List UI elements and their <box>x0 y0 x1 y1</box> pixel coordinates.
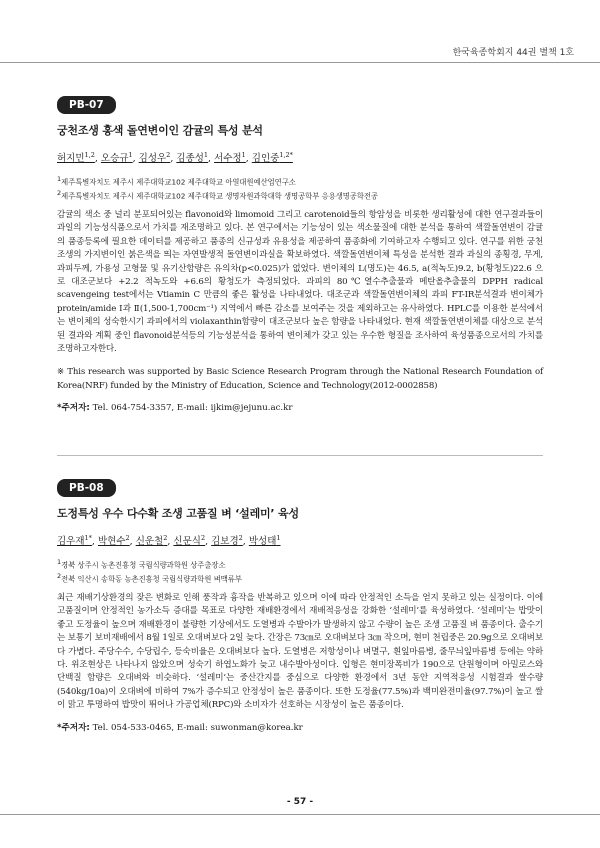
author-name: 김보경$^2$ <box>211 534 243 548</box>
acknowledgment: ※ This research was supported by Basic Science Research Program through the National Research Foundation of Korea(NRF) funded by the Ministry of Education, Science and Technology(2012-0002858) <box>57 367 543 391</box>
journal-header: 한국육종학회지 44권 별책 1호 <box>452 48 574 58</box>
affiliation-list <box>57 174 543 201</box>
corresponding-author <box>57 402 543 415</box>
page-number: - 57 - <box>286 797 314 807</box>
abstract-code-badge: PB-07 <box>57 96 116 114</box>
affiliation: $^2$제주특별자치도 제주시 제주대학교102 제주대학교 생명자원과학대학 생명공학부 응용생명공학전공 <box>57 188 378 200</box>
abstract-code-badge: PB-08 <box>57 479 116 497</box>
abstract-section-pb07 <box>57 93 543 415</box>
affiliation-list <box>57 557 543 584</box>
affiliation: $^1$경북 상주시 농촌진흥청 국립식량과학원 상주출장소 <box>57 558 226 570</box>
author-name: 김우재$^{1*}$ <box>57 534 92 548</box>
corresponding-author <box>57 722 543 735</box>
abstract-body: 감귤의 색소 중 널리 분포되어있는 flavonoid와 limomoid 그리고 carotenoid들의 항암성을 비롯한 생리활성에 대한 연구결과들이 과일의 기능성식품으로서 가치를 재조명하고 있다. 본 연구에서는 기능성이 있는 색소물질에 대한 분석을 통하여 색깔돌연변이 감귤의 품종등록에 필요한 데이터를 제공하고 품종의 신규성과 유용성을 제공하여 품종화에 기여하고자 수행되고 있다. 연구를 위한 궁천조생의 가지변이인 붉은색을 띄는 자연발생적 돌연변이과실을 확보하였다. 색깔돌연변이체 특성을 분석한 결과 과실의 종횡경, 무게, 과피두께, 가용성 고형물 및 유기산함량은 유의차(p<0.025)가 없었다. 변이체의 L(명도)는 46.5, a(적녹도)9.2, b(황청도)22.6 으로 대조군보다 +2.2 적녹도와 +6.6의 황청도가 측정되었다. 과피의 80℃열수추출물과 메탄올추출물의 DPPH radical scavengeing test에서는 Vtiamin C 만큼의 좋은 활성을 나타내었다. 대조군과 색깔돌연변이체의 과피 FT-IR분석결과 변이체가 protein/amide Ⅰ과 Ⅱ(1,500-1,700cm⁻¹) 지역에서 빠른 감소를 보여주는 것을 제외하고는 유사하였다. HPLC를 이용한 분석에서는 변이체의 성숙한시기 과피에서의 violaxanthin함량이 대조군보다 높은 함량을 나타내었다. 현재 색깔돌연변이체를 대상으로 분석된 결과와 계획 중인 flavonoid분석등의 기능성분석을 통하여 변이체가 갖고 있는 우수한 형질을 조사하여 육성품종으로서의 가치를 조명하고자한다. <box>57 210 543 355</box>
abstract-body: 최근 재배기상환경의 잦은 변화로 인해 풍작과 흉작을 반복하고 있으며 이에 따라 안정적인 소득을 얻지 못하고 있는 실정이다. 이에 고품질이며 안정적인 농가소득 증대를 목표로 다양한 재배환경에서 재배적응성을 강화한 ‘설레미’를 육성하였다. ‘설레미’는 밥맛이 좋고 도정율이 높으며 재배환경이 불량한 기상에서도 도열병과 수발아가 발생하지 않고 수량이 높은 조생 고품질 벼 품종이다. 출수기는 보통기 보비재배에서 8월 1일로 오대벼보다 2일 늦다. 간장은 73㎝로 오대벼보다 3㎝ 작으며, 현미 천립중은 20.9g으로 오대벼보다 가볍다. 주당수수, 수당립수, 등숙비율은 오대벼보다 높다. 도열병은 저항성이나 벼멸구, 흰잎마름병, 줄무늬잎마름병 등에는 약하다. 위조현상은 나타나지 않았으며 성숙기 하엽노화가 늦고 내수발아성이다. 입형은 현미장폭비가 190으로 단원형이며 아밀로스와 단백질 함량은 오대벼와 비슷하다. ‘설레미’는 중산간지를 중심으로 다양한 환경에서 3년 동안 지역적응성 시험결과 쌀수량(540kg/10a)이 오대벼에 비하여 7%가 증수되고 안정성이 높은 품종이다. 또한 도정율(77.5%)과 백미완전미율(97.7%)이 높고 쌀이 맑고 투명하여 밥맛이 뛰어나 가공업체(RPC)와 소비자가 선호하는 시장성이 높은 품종이다. <box>57 593 543 711</box>
author-name: 오승규$^1$ <box>100 151 133 165</box>
abstract-title: 궁천조생 홍색 돌연변이인 감귤의 특성 분석 <box>57 124 263 137</box>
author-name: 박성태$^1$ <box>248 534 281 548</box>
author-name: 신운철$^2$ <box>135 534 168 548</box>
author-name: 서수정$^1$ <box>214 151 246 165</box>
section-divider <box>57 455 543 456</box>
abstract-section-pb08 <box>57 476 543 735</box>
author-name: 신문식$^2$ <box>173 534 206 548</box>
author-name: 김인중$^{1,2*}$ <box>251 151 293 165</box>
affiliation: $^1$제주특별자치도 제주시 제주대학교102 제주대학교 아열대원예산업연구소 <box>57 175 296 187</box>
corresponding-contact: Tel. 064-754-3357, E-mail: ijkim@jejunu.ac.kr <box>92 403 293 414</box>
affiliation: $^2$전북 익산시 송학동 농촌진흥청 국립식량과학원 벼맥류부 <box>57 571 242 583</box>
author-list: 허지민$^{1,2}$, 오승규$^1$, 김성우$^2$, 김종성$^1$, 서수정$^1$, 김인중$^{1,2*}$ <box>57 151 293 165</box>
author-name: 김성우$^2$ <box>138 151 171 165</box>
corresponding-contact: Tel. 054-533-0465, E-mail: suwonman@korea.kr <box>92 722 303 733</box>
corresponding-label: *주저자: <box>57 403 90 414</box>
author-list: 김우재$^{1*}$, 박현수$^2$, 신운철$^2$, 신문식$^2$, 김보경$^2$, 박성태$^1$ <box>57 534 281 548</box>
footer-divider <box>0 814 600 815</box>
abstract-title: 도정특성 우수 다수확 조생 고품질 벼 ‘설레미’ 육성 <box>57 507 299 520</box>
corresponding-label: *주저자: <box>57 722 90 733</box>
author-name: 박현수$^2$ <box>97 534 130 548</box>
header-divider <box>0 62 600 63</box>
author-name: 김종성$^1$ <box>176 151 209 165</box>
author-name: 허지민$^{1,2}$ <box>57 151 95 165</box>
